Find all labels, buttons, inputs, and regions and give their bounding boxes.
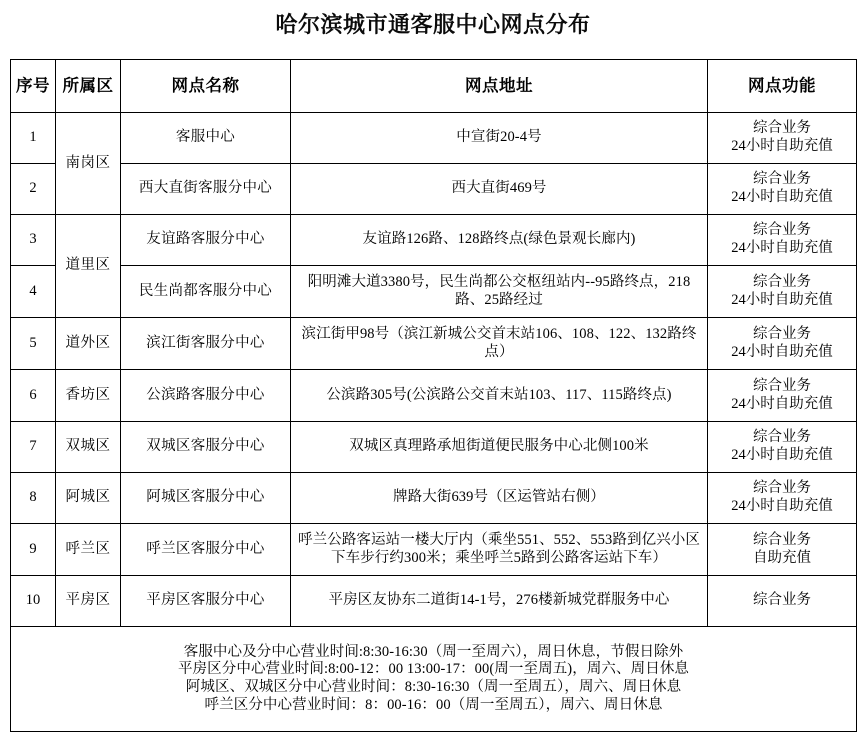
- function-line: 24小时自助充值: [731, 498, 833, 514]
- cell-branch-function: [708, 473, 857, 524]
- cell-branch-name: 公滨路客服分中心: [121, 370, 291, 422]
- table-row: [11, 370, 857, 422]
- cell-district: 南岗区: [56, 113, 121, 215]
- table-row: [11, 113, 857, 164]
- cell-district: 阿城区: [56, 473, 121, 524]
- cell-branch-address: 友谊路126路、128路终点(绿色景观长廊内): [291, 215, 708, 266]
- cell-branch-name: 西大直街客服分中心: [121, 164, 291, 215]
- cell-branch-name: 友谊路客服分中心: [121, 215, 291, 266]
- cell-seq: 1: [11, 113, 56, 164]
- cell-branch-address: 滨江街甲98号（滨江新城公交首末站106、108、122、132路终点）: [291, 318, 708, 370]
- function-line: 24小时自助充值: [731, 395, 833, 412]
- function-line: 自助充值: [753, 549, 811, 566]
- cell-district: 双城区: [56, 422, 121, 473]
- page-title: 哈尔滨城市通客服中心网点分布: [275, 12, 591, 37]
- cell-branch-function: [708, 318, 857, 370]
- branch-table-container: [10, 59, 856, 732]
- table-row: [11, 422, 857, 473]
- cell-branch-name: 阿城区客服分中心: [121, 473, 291, 524]
- cell-branch-name: 滨江街客服分中心: [121, 318, 291, 370]
- cell-branch-function: [708, 370, 857, 422]
- cell-branch-function: [708, 422, 857, 473]
- cell-branch-function: [708, 164, 857, 215]
- cell-seq: 9: [11, 524, 56, 576]
- cell-branch-address: 双城区真理路承旭街道便民服务中心北侧100米: [291, 422, 708, 473]
- note-line: 客服中心及分中心营业时间:8:30-16:30（周一至周六），周日休息，节假日除外: [183, 643, 684, 660]
- table-body: [11, 113, 857, 627]
- function-line: 综合业务: [753, 429, 811, 446]
- cell-seq: 6: [11, 370, 56, 422]
- table-header: [11, 60, 857, 113]
- cell-branch-name: 民生尚都客服分中心: [121, 266, 291, 318]
- function-line: 24小时自助充值: [731, 343, 833, 360]
- branch-distribution-table: [10, 59, 857, 732]
- cell-branch-function: [708, 215, 857, 266]
- cell-branch-address: 牌路大街639号（区运管站右侧）: [291, 473, 708, 524]
- cell-district: 呼兰区: [56, 524, 121, 576]
- table-row: [11, 215, 857, 266]
- table-row: [11, 318, 857, 370]
- function-line: 综合业务: [753, 480, 811, 497]
- function-line: 24小时自助充值: [731, 240, 833, 256]
- cell-branch-name: 平房区客服分中心: [121, 576, 291, 627]
- cell-seq: 10: [11, 576, 56, 627]
- function-line: 综合业务: [753, 222, 811, 239]
- function-line: 综合业务: [753, 531, 811, 548]
- function-line: 24小时自助充值: [731, 138, 833, 154]
- cell-seq: 5: [11, 318, 56, 370]
- table-header-row: [11, 60, 857, 113]
- column-header-seq: 序号: [11, 60, 56, 113]
- cell-branch-address: 呼兰公路客运站一楼大厅内（乘坐551、552、553路到亿兴小区下车步行约300米；乘坐呼兰5路到公路客运站下车）: [291, 524, 708, 576]
- cell-branch-address: 中宣街20-4号: [291, 113, 708, 164]
- cell-seq: 7: [11, 422, 56, 473]
- cell-branch-address: 西大直街469号: [291, 164, 708, 215]
- table-footer: [11, 627, 857, 732]
- table-row: [11, 576, 857, 627]
- cell-branch-address: 阳明滩大道3380号，民生尚都公交枢纽站内--95路终点，218路、25路经过: [291, 266, 708, 318]
- cell-branch-name: 双城区客服分中心: [121, 422, 291, 473]
- cell-district: 平房区: [56, 576, 121, 627]
- cell-seq: 3: [11, 215, 56, 266]
- note-line: 呼兰区分中心营业时间：8：00-16：00（周一至周五），周六、周日休息: [204, 696, 663, 713]
- cell-branch-name: 客服中心: [121, 113, 291, 164]
- cell-district: 道里区: [56, 215, 121, 318]
- cell-district: 道外区: [56, 318, 121, 370]
- function-line: 综合业务: [753, 171, 811, 188]
- cell-branch-function: [708, 524, 857, 576]
- table-row: [11, 266, 857, 318]
- cell-branch-function: [708, 113, 857, 164]
- table-row: [11, 164, 857, 215]
- column-header-function: 网点功能: [708, 60, 857, 113]
- table-row: [11, 524, 857, 576]
- function-line: 综合业务: [753, 377, 811, 394]
- cell-seq: 8: [11, 473, 56, 524]
- function-line: 24小时自助充值: [731, 291, 833, 308]
- cell-branch-name: 呼兰区客服分中心: [121, 524, 291, 576]
- column-header-address: 网点地址: [291, 60, 708, 113]
- cell-branch-function: [708, 576, 857, 627]
- column-header-name: 网点名称: [121, 60, 291, 113]
- cell-branch-address: 平房区友协东二道街14-1号，276楼新城党群服务中心: [291, 576, 708, 627]
- function-line: 24小时自助充值: [731, 189, 833, 205]
- table-row: [11, 473, 857, 524]
- function-line: 综合业务: [753, 325, 811, 342]
- cell-branch-address: 公滨路305号(公滨路公交首末站103、117、115路终点): [291, 370, 708, 422]
- cell-district: 香坊区: [56, 370, 121, 422]
- note-line: 平房区分中心营业时间:8:00-12：00 13:00-17：00(周一至周五)，周六、周日休息: [177, 661, 690, 678]
- notes-row: [11, 627, 857, 732]
- column-header-district: 所属区: [56, 60, 121, 113]
- function-line: 综合业务: [753, 273, 811, 290]
- business-hours-notes: [11, 627, 857, 732]
- note-line: 阿城区、双城区分中心营业时间：8:30-16:30（周一至周五），周六、周日休息: [185, 679, 682, 695]
- cell-seq: 2: [11, 164, 56, 215]
- function-line: 24小时自助充值: [731, 447, 833, 463]
- cell-branch-function: [708, 266, 857, 318]
- cell-seq: 4: [11, 266, 56, 318]
- function-line: 综合业务: [753, 592, 811, 609]
- function-line: 综合业务: [753, 120, 811, 137]
